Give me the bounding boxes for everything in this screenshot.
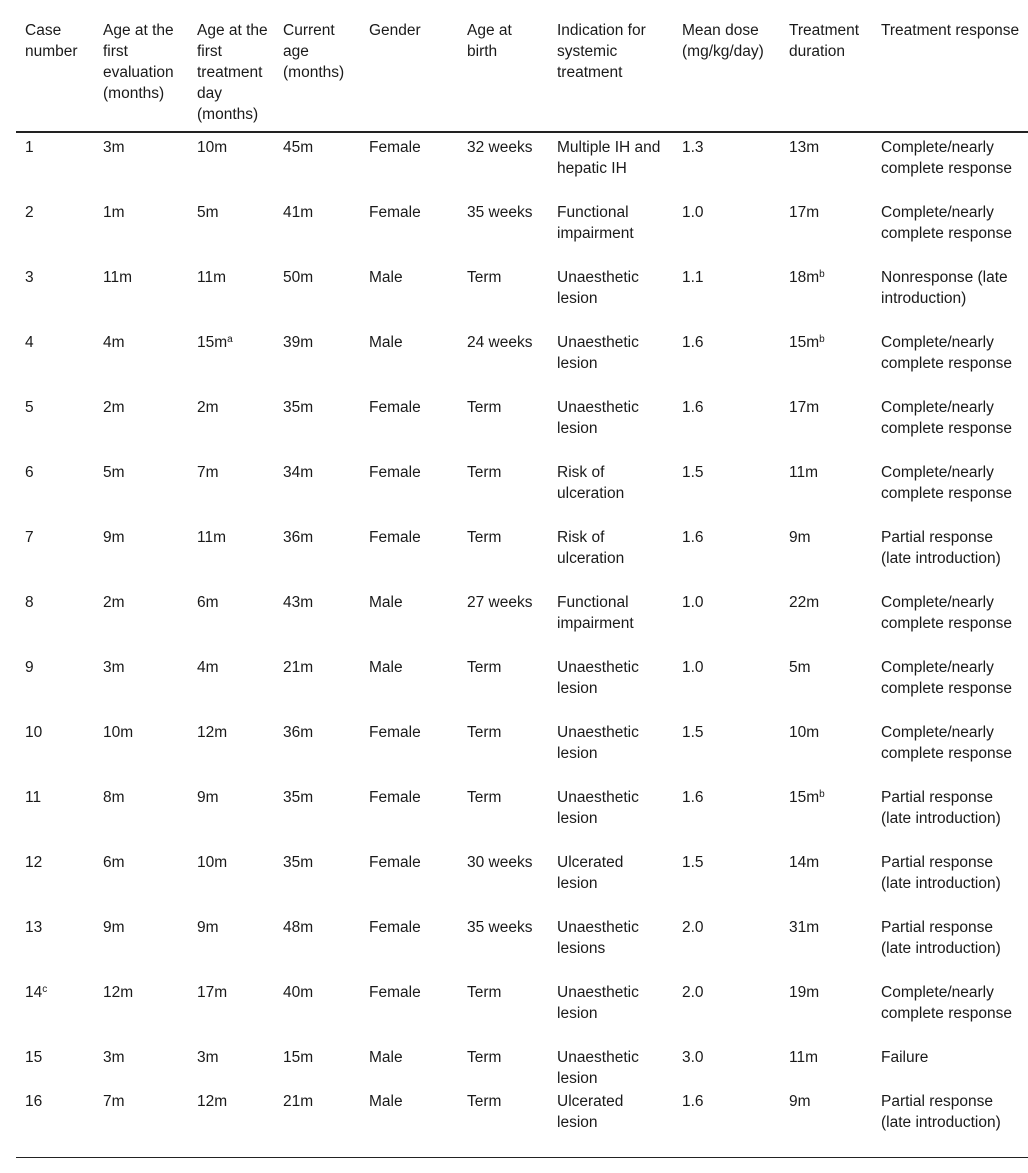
cell-current-age: 39m (283, 334, 314, 351)
cell-mean-dose: 1.5 (682, 724, 704, 741)
cell-indication: Unaesthetic lesion (557, 269, 639, 307)
header-age-first-treatment: Age at the first treatment day (months) (197, 22, 268, 123)
cell-case-number (16, 132, 94, 202)
cell-indication: Multiple IH and hepatic IH (557, 139, 661, 177)
cell-value: 7 (25, 529, 34, 546)
cell-treatment-response: Partial response (late introduction) (881, 529, 1001, 567)
table-row (16, 462, 1028, 527)
cell-age-first-treatment (188, 332, 274, 397)
cell-indication: Ulcerated lesion (557, 1093, 624, 1131)
cell-mean-dose: 1.6 (682, 399, 704, 416)
cell-gender: Male (369, 594, 403, 611)
cell-gender: Female (369, 529, 421, 546)
cell-treatment-response: Partial response (late introduction) (881, 789, 1001, 827)
table-header (16, 14, 1028, 132)
cell-value: 16 (25, 1093, 43, 1110)
treatment-table (16, 14, 1028, 1158)
cell-value: 12m (197, 724, 228, 741)
cell-current-age: 43m (283, 594, 314, 611)
cell-age-at-birth: Term (467, 269, 502, 286)
cell-value: 10m (789, 724, 820, 741)
cell-value: 14m (789, 854, 820, 871)
cell-value: 10 (25, 724, 43, 741)
footnote-marker: c (42, 984, 48, 995)
cell-mean-dose: 1.3 (682, 139, 704, 156)
cell-treatment-duration (780, 917, 872, 982)
cell-current-age: 36m (283, 529, 314, 546)
cell-age-first-treatment (188, 982, 274, 1047)
cell-age-at-birth: Term (467, 529, 502, 546)
cell-gender: Female (369, 984, 421, 1001)
table-row (16, 527, 1028, 592)
cell-treatment-response: Complete/nearly complete response (881, 204, 1012, 242)
header-indication: Indication for systemic treatment (557, 22, 646, 81)
cell-age-first-evaluation: 3m (103, 659, 125, 676)
cell-value: 11m (197, 269, 227, 286)
cell-indication: Unaesthetic lesion (557, 789, 639, 827)
cell-value: 17m (197, 984, 228, 1001)
cell-mean-dose: 1.6 (682, 529, 704, 546)
cell-age-at-birth: 27 weeks (467, 594, 533, 611)
cell-case-number (16, 1047, 94, 1091)
cell-value: 17m (789, 204, 820, 221)
cell-age-first-treatment (188, 527, 274, 592)
cell-treatment-duration (780, 202, 872, 267)
cell-age-first-treatment (188, 722, 274, 787)
cell-treatment-duration (780, 592, 872, 657)
cell-treatment-duration (780, 1047, 872, 1091)
cell-treatment-response: Failure (881, 1049, 929, 1066)
cell-indication: Unaesthetic lesions (557, 919, 639, 957)
cell-value: 15m (789, 334, 820, 351)
header-treatment-response: Treatment response (881, 22, 1020, 39)
header-case-number: Case number (25, 22, 78, 60)
cell-value: 3 (25, 269, 34, 286)
cell-value: 11m (197, 529, 227, 546)
cell-value: 11m (789, 464, 819, 481)
cell-case-number (16, 1091, 94, 1158)
cell-treatment-response: Complete/nearly complete response (881, 594, 1012, 632)
table-row (16, 852, 1028, 917)
cell-age-first-evaluation: 3m (103, 139, 125, 156)
cell-treatment-duration (780, 657, 872, 722)
cell-current-age: 35m (283, 789, 314, 806)
cell-current-age: 48m (283, 919, 314, 936)
cell-gender: Male (369, 659, 403, 676)
treatment-table-container (16, 14, 1028, 1158)
cell-age-first-evaluation: 9m (103, 529, 125, 546)
cell-gender: Male (369, 334, 403, 351)
table-row (16, 982, 1028, 1047)
header-current-age: Current age (months) (283, 22, 345, 81)
cell-case-number (16, 397, 94, 462)
cell-age-at-birth: Term (467, 1093, 502, 1110)
cell-treatment-duration (780, 527, 872, 592)
cell-case-number (16, 592, 94, 657)
cell-treatment-response: Partial response (late introduction) (881, 919, 1001, 957)
cell-value: 5 (25, 399, 34, 416)
cell-indication: Functional impairment (557, 594, 634, 632)
cell-treatment-response: Complete/nearly complete response (881, 464, 1012, 502)
cell-age-at-birth: 35 weeks (467, 204, 533, 221)
cell-age-first-treatment (188, 787, 274, 852)
cell-treatment-response: Complete/nearly complete response (881, 139, 1012, 177)
cell-age-first-treatment (188, 852, 274, 917)
cell-current-age: 45m (283, 139, 314, 156)
cell-value: 13m (789, 139, 820, 156)
cell-current-age: 34m (283, 464, 314, 481)
cell-mean-dose: 3.0 (682, 1049, 704, 1066)
cell-age-first-treatment (188, 657, 274, 722)
cell-mean-dose: 2.0 (682, 919, 704, 936)
cell-value: 14 (25, 984, 43, 1001)
cell-treatment-response: Complete/nearly complete response (881, 984, 1012, 1022)
cell-age-first-treatment (188, 1091, 274, 1158)
cell-value: 2 (25, 204, 34, 221)
table-row (16, 787, 1028, 852)
cell-treatment-response: Nonresponse (late introduction) (881, 269, 1008, 307)
table-row (16, 592, 1028, 657)
cell-mean-dose: 1.0 (682, 594, 704, 611)
cell-treatment-response: Partial response (late introduction) (881, 1093, 1001, 1131)
cell-age-first-treatment (188, 462, 274, 527)
cell-value: 22m (789, 594, 820, 611)
table-row (16, 657, 1028, 722)
cell-value: 6m (197, 594, 219, 611)
cell-gender: Male (369, 1093, 403, 1110)
cell-gender: Female (369, 789, 421, 806)
cell-current-age: 15m (283, 1049, 314, 1066)
cell-indication: Unaesthetic lesion (557, 334, 639, 372)
cell-value: 10m (197, 139, 228, 156)
cell-treatment-response: Complete/nearly complete response (881, 659, 1012, 697)
cell-indication: Unaesthetic lesion (557, 724, 639, 762)
cell-age-first-treatment (188, 1047, 274, 1091)
cell-gender: Female (369, 204, 421, 221)
cell-age-first-treatment (188, 397, 274, 462)
table-row (16, 132, 1028, 202)
header-age-at-birth: Age at birth (467, 22, 512, 60)
table-row (16, 267, 1028, 332)
cell-treatment-duration (780, 332, 872, 397)
footnote-marker: b (819, 789, 825, 800)
cell-indication: Risk of ulceration (557, 529, 625, 567)
cell-indication: Ulcerated lesion (557, 854, 624, 892)
cell-age-first-evaluation: 11m (103, 269, 133, 286)
cell-value: 12 (25, 854, 43, 871)
table-row (16, 332, 1028, 397)
cell-age-first-evaluation: 10m (103, 724, 134, 741)
cell-case-number (16, 787, 94, 852)
cell-value: 1 (25, 139, 34, 156)
cell-value: 11m (789, 1049, 819, 1066)
cell-mean-dose: 1.6 (682, 334, 704, 351)
cell-value: 9 (25, 659, 34, 676)
cell-gender: Female (369, 854, 421, 871)
cell-age-first-evaluation: 12m (103, 984, 134, 1001)
cell-mean-dose: 1.6 (682, 1093, 704, 1110)
cell-indication: Risk of ulceration (557, 464, 625, 502)
cell-age-at-birth: Term (467, 464, 502, 481)
cell-age-at-birth: Term (467, 984, 502, 1001)
cell-treatment-duration (780, 852, 872, 917)
cell-gender: Male (369, 1049, 403, 1066)
cell-mean-dose: 1.5 (682, 854, 704, 871)
cell-current-age: 40m (283, 984, 314, 1001)
cell-value: 6 (25, 464, 34, 481)
cell-treatment-duration (780, 267, 872, 332)
cell-age-first-evaluation: 4m (103, 334, 125, 351)
cell-case-number (16, 267, 94, 332)
cell-case-number (16, 982, 94, 1047)
cell-age-at-birth: Term (467, 1049, 502, 1066)
cell-case-number (16, 722, 94, 787)
cell-mean-dose: 2.0 (682, 984, 704, 1001)
cell-value: 12m (197, 1093, 228, 1110)
header-age-first-evaluation: Age at the first evaluation (months) (103, 22, 174, 102)
cell-value: 15 (25, 1049, 43, 1066)
table-body (16, 132, 1028, 1158)
cell-gender: Female (369, 919, 421, 936)
table-row (16, 202, 1028, 267)
cell-age-first-evaluation: 7m (103, 1093, 125, 1110)
footnote-marker: b (819, 334, 825, 345)
cell-gender: Female (369, 139, 421, 156)
cell-treatment-duration (780, 1091, 872, 1158)
cell-age-first-treatment (188, 592, 274, 657)
cell-age-first-evaluation: 1m (103, 204, 125, 221)
cell-current-age: 35m (283, 854, 314, 871)
cell-age-at-birth: 24 weeks (467, 334, 533, 351)
cell-current-age: 41m (283, 204, 314, 221)
cell-treatment-response: Complete/nearly complete response (881, 334, 1012, 372)
header-treatment-duration: Treatment duration (789, 22, 860, 60)
cell-age-first-treatment (188, 202, 274, 267)
cell-indication: Unaesthetic lesion (557, 659, 639, 697)
cell-value: 2m (197, 399, 219, 416)
cell-gender: Male (369, 269, 403, 286)
cell-value: 10m (197, 854, 228, 871)
cell-age-first-treatment (188, 267, 274, 332)
cell-indication: Unaesthetic lesion (557, 984, 639, 1022)
cell-treatment-duration (780, 787, 872, 852)
header-row (16, 14, 1028, 132)
cell-gender: Female (369, 399, 421, 416)
header-gender: Gender (369, 22, 421, 39)
cell-value: 5m (197, 204, 219, 221)
cell-value: 9m (789, 529, 811, 546)
cell-value: 4 (25, 334, 34, 351)
cell-treatment-duration (780, 722, 872, 787)
cell-age-at-birth: 30 weeks (467, 854, 533, 871)
cell-case-number (16, 657, 94, 722)
cell-indication: Unaesthetic lesion (557, 1049, 639, 1087)
cell-gender: Female (369, 724, 421, 741)
cell-value: 9m (197, 919, 219, 936)
cell-value: 4m (197, 659, 219, 676)
cell-gender: Female (369, 464, 421, 481)
cell-case-number (16, 852, 94, 917)
cell-value: 11 (25, 789, 42, 806)
cell-age-first-evaluation: 5m (103, 464, 125, 481)
cell-case-number (16, 917, 94, 982)
cell-value: 9m (197, 789, 219, 806)
cell-value: 15m (789, 789, 820, 806)
cell-treatment-response: Partial response (late introduction) (881, 854, 1001, 892)
cell-case-number (16, 202, 94, 267)
cell-age-at-birth: 32 weeks (467, 139, 533, 156)
cell-mean-dose: 1.1 (682, 269, 704, 286)
cell-value: 19m (789, 984, 820, 1001)
cell-current-age: 21m (283, 1093, 314, 1110)
cell-mean-dose: 1.0 (682, 204, 704, 221)
cell-age-first-evaluation: 3m (103, 1049, 125, 1066)
cell-case-number (16, 462, 94, 527)
cell-age-at-birth: Term (467, 659, 502, 676)
cell-value: 3m (197, 1049, 219, 1066)
cell-value: 9m (789, 1093, 811, 1110)
cell-treatment-duration (780, 132, 872, 202)
table-row (16, 397, 1028, 462)
cell-treatment-duration (780, 982, 872, 1047)
cell-value: 15m (197, 334, 228, 351)
cell-age-first-evaluation: 9m (103, 919, 125, 936)
cell-current-age: 35m (283, 399, 314, 416)
table-row (16, 1047, 1028, 1091)
cell-age-first-treatment (188, 917, 274, 982)
cell-age-first-treatment (188, 132, 274, 202)
cell-current-age: 50m (283, 269, 314, 286)
cell-age-at-birth: 35 weeks (467, 919, 533, 936)
table-row (16, 722, 1028, 787)
cell-current-age: 21m (283, 659, 314, 676)
cell-value: 18m (789, 269, 820, 286)
cell-age-first-evaluation: 6m (103, 854, 125, 871)
table-row (16, 1091, 1028, 1158)
cell-indication: Unaesthetic lesion (557, 399, 639, 437)
cell-treatment-duration (780, 462, 872, 527)
cell-treatment-response: Complete/nearly complete response (881, 399, 1012, 437)
cell-age-first-evaluation: 8m (103, 789, 125, 806)
cell-current-age: 36m (283, 724, 314, 741)
cell-mean-dose: 1.5 (682, 464, 704, 481)
cell-age-at-birth: Term (467, 789, 502, 806)
cell-treatment-response: Complete/nearly complete response (881, 724, 1012, 762)
cell-treatment-duration (780, 397, 872, 462)
cell-case-number (16, 527, 94, 592)
cell-value: 31m (789, 919, 820, 936)
cell-value: 8 (25, 594, 34, 611)
table-row (16, 917, 1028, 982)
cell-age-first-evaluation: 2m (103, 399, 125, 416)
cell-value: 7m (197, 464, 219, 481)
footnote-marker: b (819, 269, 825, 280)
cell-mean-dose: 1.0 (682, 659, 704, 676)
cell-age-at-birth: Term (467, 399, 502, 416)
cell-value: 17m (789, 399, 820, 416)
cell-case-number (16, 332, 94, 397)
footnote-marker: a (227, 334, 233, 345)
cell-age-at-birth: Term (467, 724, 502, 741)
header-mean-dose: Mean dose (mg/kg/day) (682, 22, 764, 60)
cell-value: 5m (789, 659, 811, 676)
cell-age-first-evaluation: 2m (103, 594, 125, 611)
cell-indication: Functional impairment (557, 204, 634, 242)
cell-value: 13 (25, 919, 43, 936)
cell-mean-dose: 1.6 (682, 789, 704, 806)
